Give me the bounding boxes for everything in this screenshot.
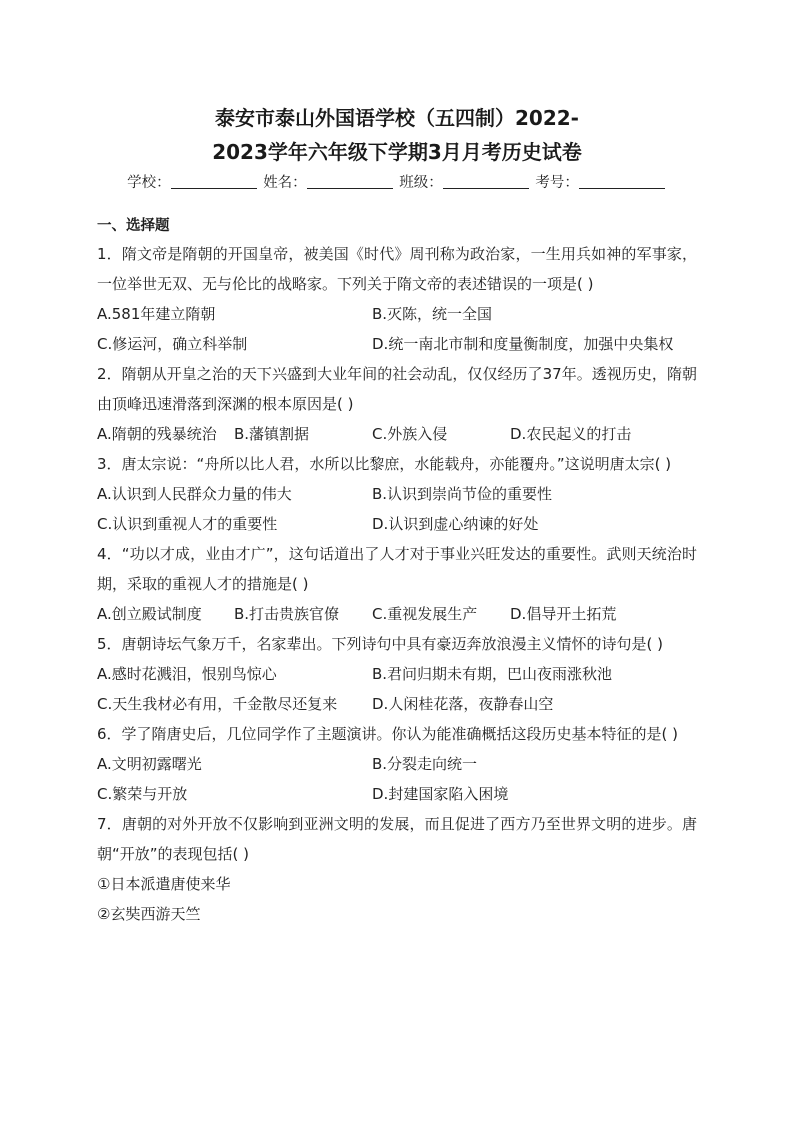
option-a: A.感时花溅泪，恨别鸟惊心 bbox=[97, 665, 277, 683]
question-stem: 2．隋朝从开皇之治的天下兴盛到大业年间的社会动乱，仅仅经历了37年。透视历史，隋朝由顶峰迅速滑落到深渊的根本原因是( ) bbox=[97, 365, 697, 413]
question-stem: 3．唐太宗说：“舟所以比人君，水所以比黎庶，水能载舟，亦能覆舟。”这说明唐太宗( ) bbox=[97, 455, 672, 473]
options bbox=[97, 419, 697, 449]
question-2 bbox=[97, 359, 697, 449]
option-a: A.认识到人民群众力量的伟大 bbox=[97, 485, 292, 503]
section-title: 一、选择题 bbox=[97, 218, 170, 234]
student-info-row bbox=[0, 171, 794, 192]
question-5 bbox=[97, 629, 697, 719]
statement-item-2: ②玄奘西游天竺 bbox=[97, 905, 201, 923]
question-stem: 5．唐朝诗坛气象万千，名家辈出。下列诗句中具有豪迈奔放浪漫主义情怀的诗句是( ) bbox=[97, 635, 664, 653]
school-label: 学校： bbox=[127, 175, 171, 191]
school-blank bbox=[171, 174, 257, 189]
option-d: D.农民起义的打击 bbox=[510, 425, 632, 443]
question-stem: 1．隋文帝是隋朝的开国皇帝，被美国《时代》周刊称为政治家，一生用兵如神的军事家，一位举世无双、无与伦比的战略家。下列关于隋文帝的表述错误的一项是( ) bbox=[97, 245, 697, 293]
statement-item-1: ①日本派遣唐使来华 bbox=[97, 875, 231, 893]
options bbox=[97, 299, 697, 359]
options bbox=[97, 599, 697, 629]
questions-area bbox=[97, 239, 697, 929]
option-d: D.统一南北市制和度量衡制度，加强中央集权 bbox=[372, 335, 674, 353]
class-label: 班级： bbox=[399, 175, 443, 191]
option-b: B.认识到崇尚节俭的重要性 bbox=[372, 485, 553, 503]
option-d: D.倡导开土拓荒 bbox=[510, 605, 617, 623]
exam-title-line-2: 2023学年六年级下学期3月月考历史试卷 bbox=[212, 140, 582, 164]
exam-title-line-1: 泰安市泰山外国语学校（五四制）2022- bbox=[215, 106, 579, 130]
option-c: C.繁荣与开放 bbox=[97, 785, 188, 803]
question-1 bbox=[97, 239, 697, 359]
option-d: D.封建国家陷入困境 bbox=[372, 785, 509, 803]
option-a: A.隋朝的残暴统治 bbox=[97, 425, 217, 443]
option-c: C.外族入侵 bbox=[372, 425, 448, 443]
option-b: B.灭陈，统一全国 bbox=[372, 305, 493, 323]
option-b: B.君问归期未有期，巴山夜雨涨秋池 bbox=[372, 665, 613, 683]
question-stem: 7．唐朝的对外开放不仅影响到亚洲文明的发展，而且促进了西方乃至世界文明的进步。唐朝“开放”的表现包括( ) bbox=[97, 815, 697, 863]
question-4 bbox=[97, 539, 697, 629]
question-stem: 6．学了隋唐史后，几位同学作了主题演讲。你认为能准确概括这段历史基本特征的是( ) bbox=[97, 725, 679, 743]
option-a: A.文明初露曙光 bbox=[97, 755, 202, 773]
exam-number-label: 考号： bbox=[535, 175, 579, 191]
option-b: B.藩镇割据 bbox=[234, 425, 310, 443]
options bbox=[97, 659, 697, 719]
option-a: A.创立殿试制度 bbox=[97, 605, 202, 623]
name-blank bbox=[307, 174, 393, 189]
question-stem: 4．“功以才成，业由才广”，这句话道出了人才对于事业兴旺发达的重要性。武则天统治时期，采取的重视人才的措施是( ) bbox=[97, 545, 697, 593]
option-c: C.认识到重视人才的重要性 bbox=[97, 515, 278, 533]
option-d: D.人闲桂花落，夜静春山空 bbox=[372, 695, 554, 713]
question-3 bbox=[97, 449, 697, 539]
option-c: C.重视发展生产 bbox=[372, 605, 478, 623]
option-d: D.认识到虚心纳谏的好处 bbox=[372, 515, 539, 533]
options bbox=[97, 479, 697, 539]
option-c: C.修运河，确立科举制 bbox=[97, 335, 248, 353]
option-b: B.分裂走向统一 bbox=[372, 755, 478, 773]
exam-number-blank bbox=[579, 174, 665, 189]
option-a: A.581年建立隋朝 bbox=[97, 305, 216, 323]
question-7 bbox=[97, 809, 697, 929]
question-6 bbox=[97, 719, 697, 809]
options bbox=[97, 749, 697, 809]
option-b: B.打击贵族官僚 bbox=[234, 605, 340, 623]
option-c: C.天生我材必有用，千金散尽还复来 bbox=[97, 695, 338, 713]
class-blank bbox=[443, 174, 529, 189]
name-label: 姓名： bbox=[263, 175, 307, 191]
